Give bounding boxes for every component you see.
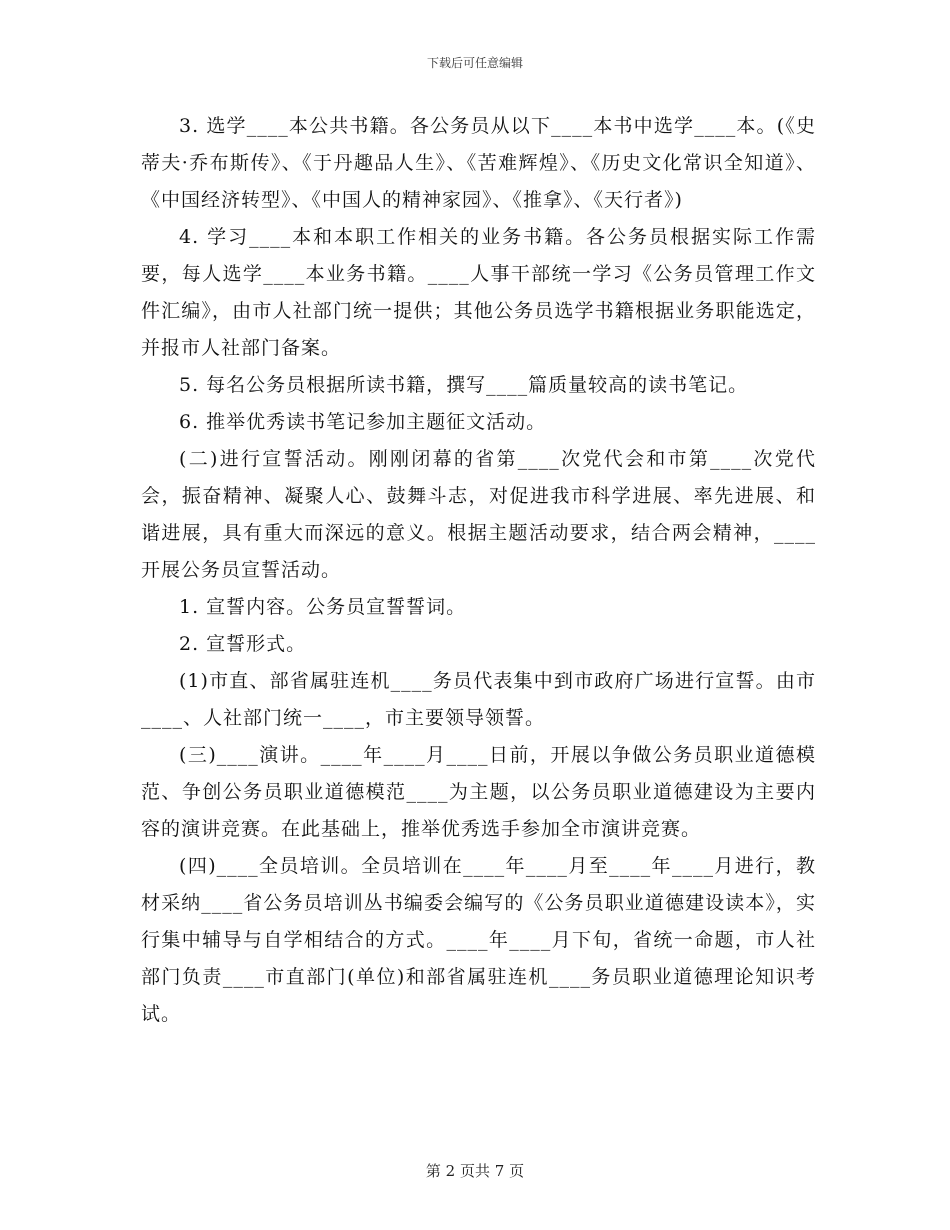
paragraph-section-4: (四)____全员培训。全员培训在____年____月至____年____月进行，教材采纳____省公务员培训丛书编委会编写的《公务员职业道德建设读本》，实行集中辅导与自学相结合的方式。____年____月下旬，省统一命题，市人社部门负责____市直部门(单位)和部省属驻连机____务员职业道德理论知识考试。 — [141, 855, 816, 1025]
paragraph-item-3: 3. 选学____本公共书籍。各公务员从以下____本书中选学____本。(《史蒂夫·乔布斯传》、《于丹趣品人生》、《苦难辉煌》、《历史文化常识全知道》、《中国经济转型》、《中国人的精神家园》、《推拿》、《天行者》) — [141, 115, 816, 211]
paragraph-item-6: 6. 推举优秀读书笔记参加主题征文活动。 — [179, 411, 547, 433]
paragraph-oath-form: 2. 宣誓形式。 — [179, 633, 307, 655]
paragraph-oath-form-1: (1)市直、部省属驻连机____务员代表集中到市政府广场进行宣誓。由市____、人社部门统一____，市主要领导领誓。 — [141, 670, 816, 729]
document-body — [141, 108, 816, 1033]
paragraph-item-4: 4. 学习____本和本职工作相关的业务书籍。各公务员根据实际工作需要，每人选学____本业务书籍。____人事干部统一学习《公务员管理工作文件汇编》，由市人社部门统一提供；其他公务员选学书籍根据业务职能选定，并报市人社部门备案。 — [141, 226, 816, 359]
paragraph-section-3: (三)____演讲。____年____月____日前，开展以争做公务员职业道德模范、争创公务员职业道德模范____为主题，以公务员职业道德建设为主要内容的演讲竞赛。在此基础上，推举优秀选手参加全市演讲竞赛。 — [141, 744, 816, 840]
paragraph-oath-content: 1. 宣誓内容。公务员宣誓誓词。 — [179, 596, 467, 618]
paragraph-item-5: 5. 每名公务员根据所读书籍，撰写____篇质量较高的读书笔记。 — [179, 374, 749, 396]
page-header: 下载后可任意编辑 — [426, 56, 523, 70]
paragraph-section-2: (二)进行宣誓活动。刚刚闭幕的省第____次党代会和市第____次党代会，振奋精神、凝聚人心、鼓舞斗志，对促进我市科学进展、率先进展、和谐进展，具有重大而深远的意义。根据主题活动要求，结合两会精神，____开展公务员宣誓活动。 — [141, 448, 816, 581]
page-footer: 第 2 页共 7 页 — [425, 1162, 525, 1180]
